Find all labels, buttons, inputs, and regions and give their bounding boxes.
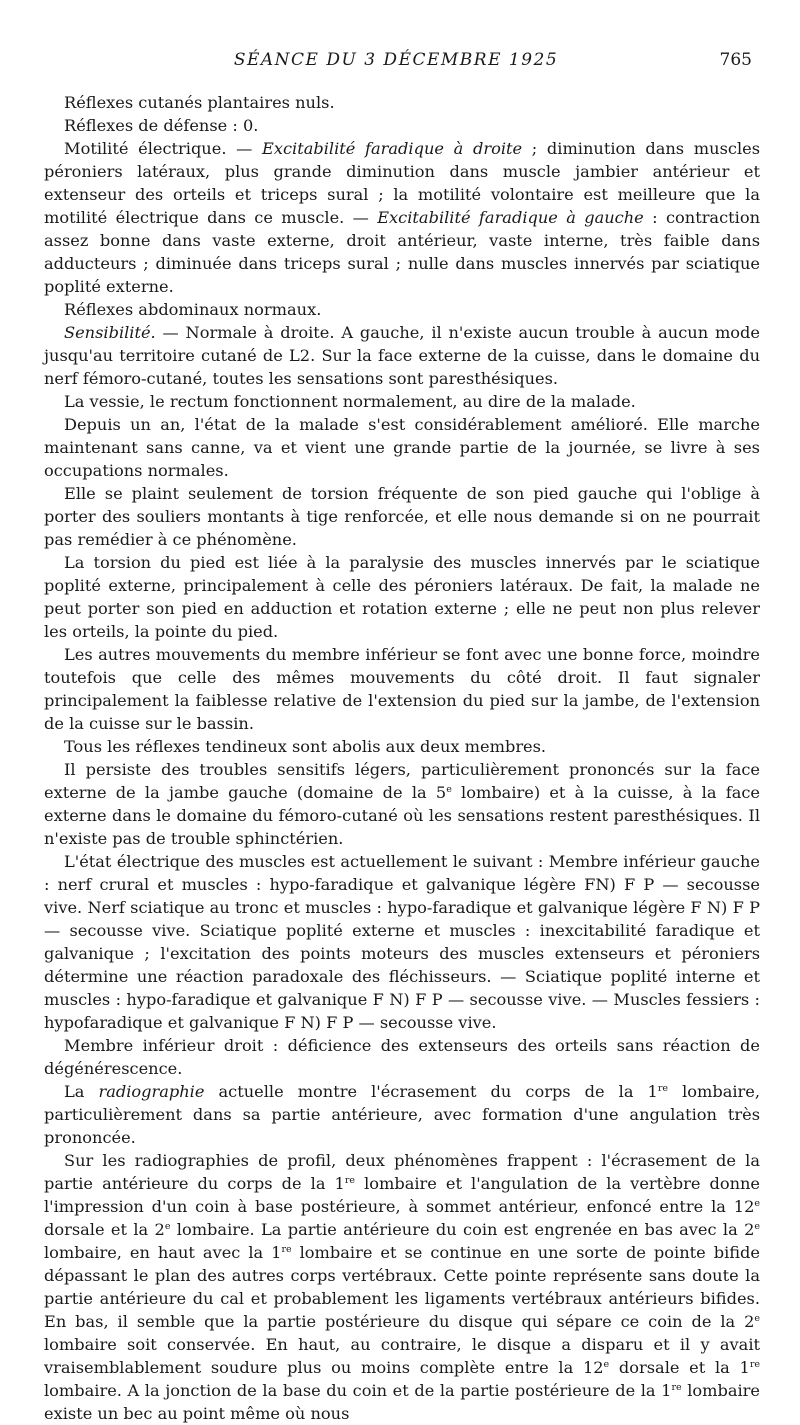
- italic-run: Excitabilité faradique à droite: [262, 139, 523, 158]
- superscript: e: [754, 1198, 760, 1209]
- paragraph: Réflexes de défense : 0.: [64, 116, 259, 135]
- paragraph: [44, 137, 760, 298]
- text-run: : contraction assez bonne dans vaste externe, droit antérieur, vaste interne, très faible dans adducteurs ; diminuée dans triceps sural ; nulle dans muscles innervés par sciatique poplité externe.: [44, 208, 761, 296]
- superscript: re: [671, 1382, 682, 1393]
- text-run: lombaire soit conservée. En haut, au contraire, le disque a disparu et il y avait vraisemblablement soudure plus ou moins complète entre la 12: [44, 1335, 760, 1377]
- paragraph: Les autres mouvements du membre inférieur se font avec une bonne force, moindre toutefois que celle des mêmes mouvements du côté droit. Il faut signaler principalement la faiblesse relative de l'extension du pied sur la jambe, de l'extension de la cuisse sur le bassin.: [44, 645, 760, 733]
- paragraph: Elle se plaint seulement de torsion fréquente de son pied gauche qui l'oblige à porter des souliers montants à tige renforcée, et elle nous demande si on ne pourrait pas remédier à ce phénomène.: [44, 484, 760, 549]
- paragraph: Membre inférieur droit : déficience des extenseurs des orteils sans réaction de dégénérescence.: [44, 1036, 760, 1078]
- text-run: — Normale à droite. A gauche, il n'existe aucun trouble à aucun mode jusqu'au territoire cutané de L2. Sur la face externe de la cuisse, dans le domaine du nerf fémoro-cutané, toutes les sensations sont paresthésiques.: [44, 323, 760, 388]
- text-run: lombaire et l'angulation de la vertèbre donne l'impression d'un coin à base postérieure, à sommet antérieur, enfoncé entre la 12: [44, 1174, 760, 1216]
- italic-run: Excitabilité faradique à gauche: [377, 208, 644, 227]
- text-run: La: [64, 1082, 99, 1101]
- paragraph: La torsion du pied est liée à la paralysie des muscles innervés par le sciatique poplité externe, principalement à celle des péroniers latéraux. De fait, la malade ne peut porter son pied en adduction et rotation externe ; elle ne peut non plus relever les orteils, la pointe du pied.: [44, 553, 760, 641]
- running-title: SÉANCE DU 3 DÉCEMBRE 1925: [233, 50, 559, 70]
- superscript: re: [657, 1083, 669, 1094]
- body-text: [44, 91, 760, 1425]
- paragraph: Depuis un an, l'état de la malade s'est considérablement amélioré. Elle marche maintenant sans canne, va et vient une grande partie de la journée, se livre à ses occupations normales.: [44, 415, 760, 480]
- italic-run: radiographie: [98, 1082, 205, 1101]
- page-header: [40, 50, 752, 80]
- superscript: e: [164, 1221, 171, 1232]
- text-run: lombaire) et à la cuisse, à la face externe dans le domaine du fémoro-cutané où les sensations restent paresthésiques. Il n'existe pas de trouble sphinctérien.: [44, 783, 760, 848]
- paragraph: L'état électrique des muscles est actuellement le suivant : Membre inférieur gauche : nerf crural et muscles : hypo-faradique et galvanique légère FN) F P — secousse vive. Nerf sciatique au tronc et muscles : hypo-faradique et galvanique légère F N) F P — secousse vive. Sciatique poplité externe et muscles : inexcitabilité faradique et galvanique ; l'excitation des points moteurs des muscles extenseurs et péroniers détermine une réaction paradoxale des fléchisseurs. — Sciatique poplité interne et muscles : hypo-faradique et galvanique F N) F P — secousse vive. — Muscles fessiers : hypofaradique et galvanique F N) F P — secousse vive.: [44, 852, 760, 1032]
- text-run: Sur les radiographies de profil, deux phénomènes frappent : l'écrasement de la partie antérieure du corps de la 1: [44, 1151, 760, 1193]
- paragraph: Tous les réflexes tendineux sont abolis aux deux membres.: [64, 737, 547, 756]
- superscript: e: [754, 1221, 761, 1232]
- text-run: dorsale et la 1: [609, 1358, 750, 1377]
- text-run: lombaire, particulièrement dans sa partie antérieure, avec formation d'une angulation très prononcée.: [44, 1082, 760, 1147]
- text-run: dorsale et la 2: [44, 1220, 165, 1239]
- text-run: lombaire. La partie antérieure du coin est engrenée en bas avec la 2: [170, 1220, 755, 1239]
- paragraph: Réflexes cutanés plantaires nuls.: [64, 93, 335, 112]
- superscript: e: [754, 1313, 760, 1324]
- text-run: lombaire existe un bec au point même où nous: [44, 1381, 760, 1423]
- text-run: actuelle montre l'écrasement du corps de la 1: [204, 1082, 658, 1101]
- paragraph: Réflexes abdominaux normaux.: [64, 300, 322, 319]
- text-run: lombaire. A la jonction de la base du coin et de la partie postérieure de la 1: [44, 1381, 672, 1400]
- superscript: e: [446, 784, 452, 795]
- text-run: ; diminution dans muscles péroniers latéraux, plus grande diminution dans muscle jambier antérieur et extenseur des orteils et triceps sural ; la motilité volontaire est meilleure que la motilité électrique dans ce muscle. —: [44, 139, 761, 227]
- paragraph: [44, 321, 760, 390]
- paragraph: [44, 1080, 760, 1149]
- paragraph: [44, 1149, 760, 1425]
- page-number: 765: [719, 50, 752, 70]
- superscript: re: [344, 1175, 356, 1186]
- text-run: Motilité électrique. —: [64, 139, 263, 158]
- text-run: lombaire et se continue en une sorte de pointe bifide dépassant le plan des autres corps vertébraux. Cette pointe représente sans doute la partie antérieure du cal et probablement les ligaments vertébraux antérieurs bifides. En bas, il semble que la partie postérieure du disque qui sépare ce coin de la 2: [44, 1243, 760, 1331]
- superscript: re: [281, 1244, 292, 1255]
- text-run: lombaire, en haut avec la 1: [44, 1243, 282, 1262]
- italic-run: Sensibilité.: [64, 323, 156, 342]
- paragraph: La vessie, le rectum fonctionnent normalement, au dire de la malade.: [64, 392, 636, 411]
- superscript: e: [603, 1359, 610, 1370]
- superscript: re: [749, 1359, 761, 1370]
- text-run: Il persiste des troubles sensitifs légers, particulièrement prononcés sur la face externe de la jambe gauche (domaine de la 5: [44, 760, 760, 802]
- paragraph: [44, 758, 760, 850]
